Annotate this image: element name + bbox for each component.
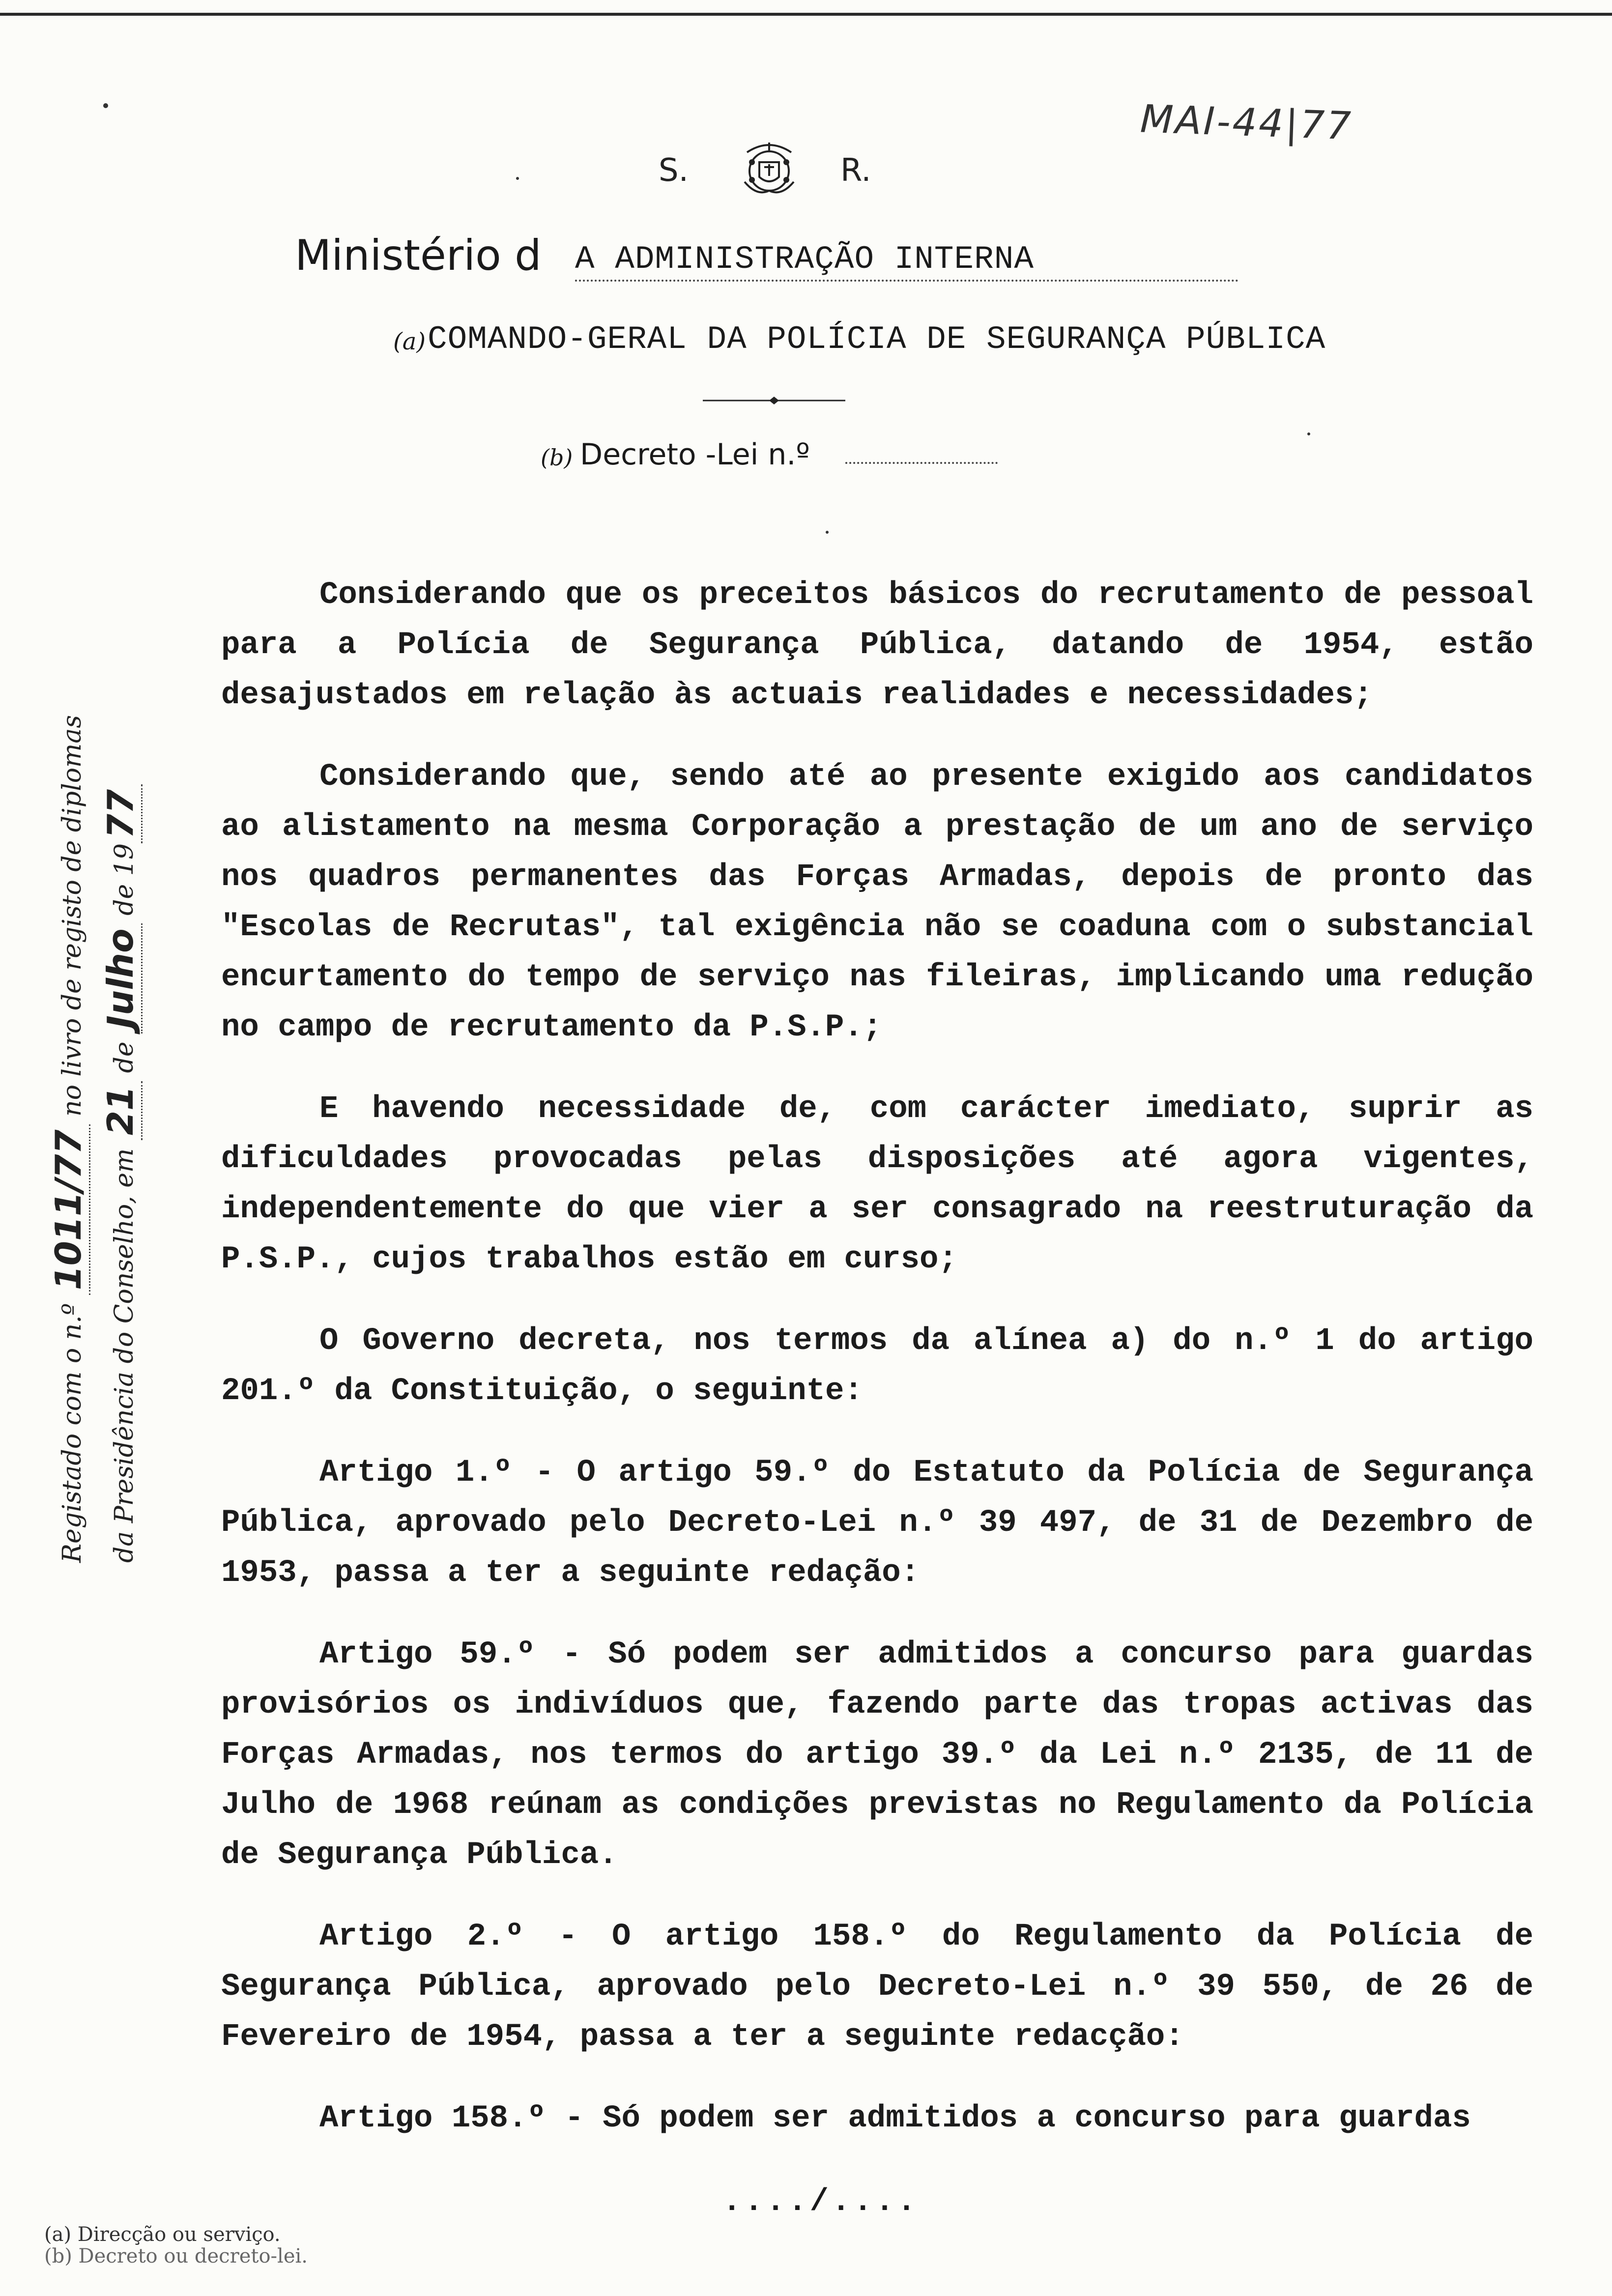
- service-footnote-mark: (a): [393, 328, 426, 355]
- ink-speck: [103, 103, 108, 108]
- ornamental-divider: [703, 396, 845, 405]
- paragraph-considering-2: Considerando que, sendo até ao presente exigido aos candidatos ao alistamento na mesma Corporação a prestação de um ano de serviço nos quadros permanentes das Forças Armadas, depois de pronto das "Escolas de Recrutas", tal exigência não se coaduna com o substancial encurtamento do tempo de serviço nas fileiras, implicando uma redução no campo de recrutamento da P.S.P.;: [221, 759, 1533, 1045]
- service-value: COMANDO-GERAL DA POLÍCIA DE SEGURANÇA PÚBLICA: [428, 321, 1326, 358]
- paragraph-article-59: Artigo 59.º - Só podem ser admitidos a concurso para guardas provisórios os indivíduos que, fazendo parte das tropas activas das Forças Armadas, nos termos do artigo 39.º da Lei n.º 2135, de 11 de Julho de 1968 reúnam as condições previstas no Regulamento da Polícia de Segurança Pública.: [221, 1637, 1533, 1873]
- letterhead-seal-line: [659, 133, 934, 206]
- ministry-value: A ADMINISTRAÇÃO INTERNA: [575, 241, 1238, 282]
- continuation-mark: ..../....: [722, 2184, 919, 2220]
- registration-line-1: [44, 629, 96, 1563]
- registration-year-prefix: de 19: [110, 843, 139, 916]
- registration-month: Julho: [100, 923, 143, 1033]
- decree-footnote-mark: (b): [541, 444, 573, 471]
- registration-prefix: Registado com o n.º: [58, 1303, 87, 1563]
- ink-speck: [516, 177, 519, 180]
- footnote-b: (b) Decreto ou decreto-lei.: [44, 2245, 308, 2267]
- paragraph-government-decrees: O Governo decreta, nos termos da alínea a) do n.º 1 do artigo 201.º da Constituição, o seguinte:: [221, 1323, 1533, 1409]
- top-border-line: [0, 13, 1612, 16]
- registration-de: de: [110, 1041, 139, 1073]
- footnote-a: (a) Direcção ou serviço.: [44, 2223, 281, 2246]
- paragraph-article-158: Artigo 158.º - Só podem ser admitidos a concurso para guardas: [319, 2101, 1471, 2136]
- coat-of-arms-icon: [732, 133, 806, 206]
- service-line: [393, 317, 1352, 361]
- footnotes: [44, 2224, 308, 2267]
- registration-number: 1011/77: [48, 1124, 90, 1295]
- paragraph-necessity: E havendo necessidade de, com carácter imediato, suprir as dificuldades provocadas pelas disposições até agora vigentes, independentemente do que vier a ser consagrado na reestruturação da P.S.P., cujos trabalhos estão em curso;: [221, 1091, 1533, 1277]
- ministry-line: [295, 231, 1238, 285]
- decree-number-blank: [845, 462, 998, 464]
- registration-suffix: no livro de registo de diplomas: [58, 715, 87, 1117]
- paragraph-article-2: Artigo 2.º - O artigo 158.º do Regulamento da Polícia de Segurança Pública, aprovado pelo Decreto-Lei n.º 39 550, de 26 de Fevereiro de 1954, passa a ter a seguinte redacção:: [221, 1919, 1533, 2055]
- paragraph-article-1: Artigo 1.º - O artigo 59.º do Estatuto da Polícia de Segurança Pública, aprovado pelo Decreto-Lei n.º 39 497, de 31 de Dezembro de 1953, passa a ter a seguinte redação:: [221, 1455, 1533, 1591]
- seal-letter-r: R.: [840, 152, 871, 189]
- registration-margin-note: [44, 629, 157, 1563]
- registration-year: 77: [100, 784, 143, 843]
- decree-line: [541, 437, 1008, 482]
- ministry-label: Ministério d: [295, 231, 542, 280]
- decree-body: [221, 570, 1533, 2183]
- registration-line-2: [96, 629, 148, 1563]
- seal-letter-s: S.: [659, 152, 689, 189]
- ink-speck: [826, 531, 829, 534]
- handwritten-reference: MAI-44|77: [1139, 97, 1354, 149]
- registration-day: 21: [100, 1081, 143, 1140]
- registration-date-prefix: da Presidência do Conselho, em: [110, 1148, 139, 1563]
- ink-speck: [1307, 432, 1310, 435]
- paragraph-considering-1: Considerando que os preceitos básicos do recrutamento de pessoal para a Polícia de Segurança Pública, datando de 1954, estão desajustados em relação às actuais realidades e necessidades;: [221, 577, 1533, 713]
- decree-label: Decreto -Lei n.º: [580, 437, 810, 472]
